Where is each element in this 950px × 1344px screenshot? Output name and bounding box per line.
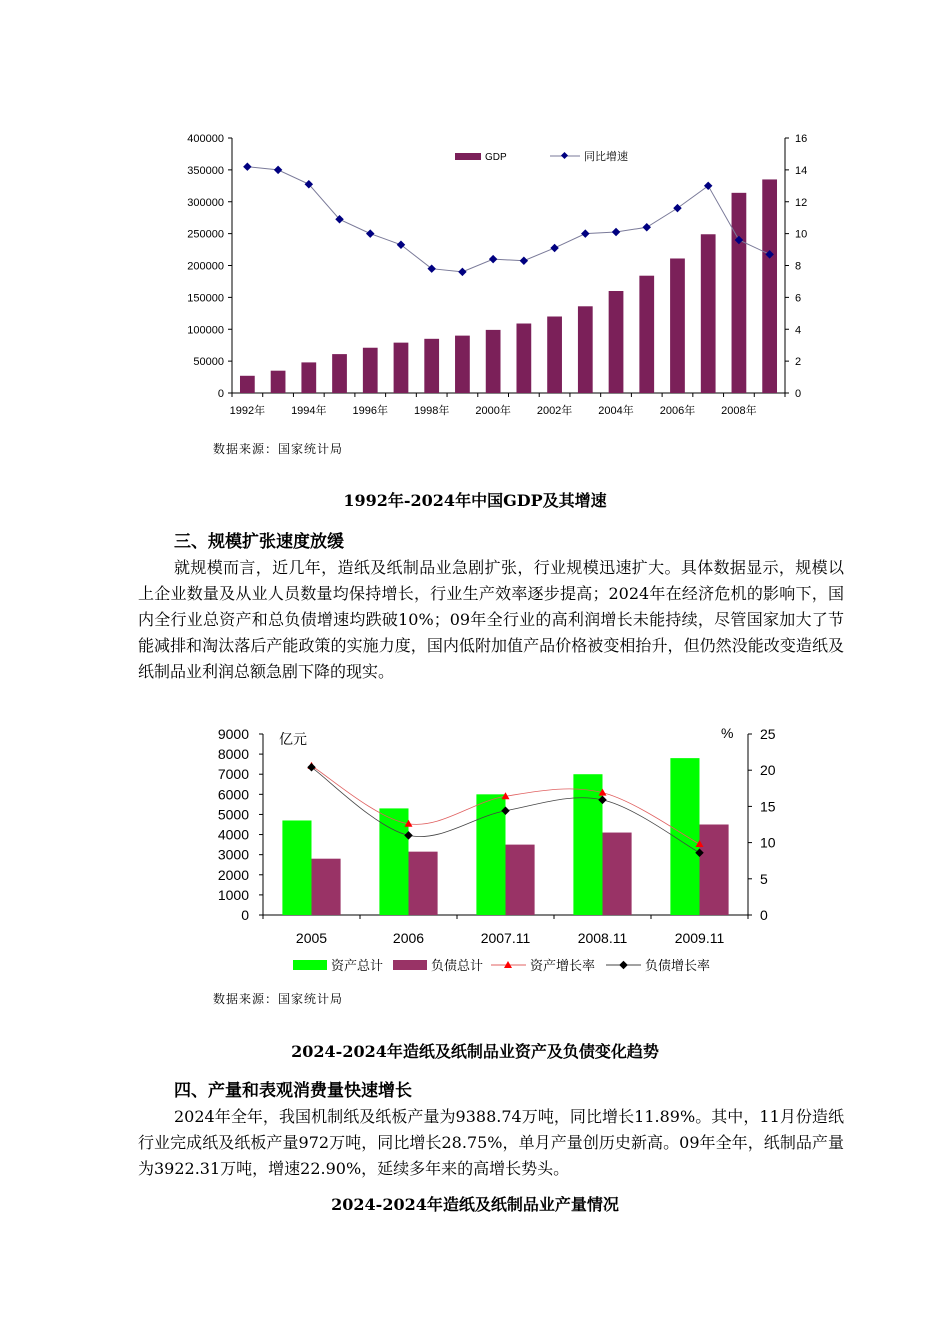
growth-point (243, 162, 251, 170)
growth-point (274, 166, 282, 174)
paragraph-text-4: 2024年全年，我国机制纸及纸板产量为9388.74万吨，同比增长11.89%。其中，11月份造纸行业完成纸及纸板产量972万吨，同比增长28.75%，单月产量创历史新高。09年全年，纸制品产量为3922.31万吨，增速22.90%，延续多年来的高增长势头。 (138, 1107, 844, 1178)
gdp-chart (0, 120, 950, 430)
assets-bar (573, 774, 602, 915)
growth-point (581, 229, 589, 237)
paragraph-text: 就规模而言，近几年，造纸及纸制品业急剧扩张，行业规模迅速扩大。具体数据显示，规模以上企业数量及从业人员数量均保持增长，行业生产效率逐步提高；2024年在经济危机的影响下，国内全行业总资产和总负债增速均跌破10%；09年全行业的高利润增长未能持续，尽管国家加大了节能减排和淘汰落后产能政策的实施力度，国内低附加值产品价格被变相抬升，但仍然没能改变造纸及纸制品业利润总额急剧下降的现实。 (138, 558, 844, 681)
x-tick-label: 2006 (392, 930, 425, 946)
growth-point (673, 204, 681, 212)
assets-bar (282, 820, 311, 915)
gdp-bar (271, 371, 286, 393)
gdp-bar (609, 291, 624, 393)
x-tick-label: 2008.11 (577, 930, 628, 946)
data-source-note-2: 数据来源：国家统计局 (213, 992, 344, 1006)
growth-point (550, 244, 558, 252)
left-tick-label: 50000 (193, 356, 224, 369)
legend-label-assets: 资产总计 (331, 958, 384, 973)
left-tick-label: 6000 (217, 786, 249, 803)
growth-line (247, 167, 769, 272)
x-tick-label: 2007.11 (480, 930, 531, 946)
assets-liabilities-chart (0, 720, 950, 985)
right-tick-label: 8 (795, 260, 802, 273)
gdp-bar (762, 179, 777, 393)
gdp-bar (639, 276, 654, 393)
section-paragraph-3 (138, 555, 844, 685)
section-heading-4: 四、产量和表观消费量快速增长 (174, 1081, 412, 1101)
x-tick-label: 2005 (295, 930, 328, 946)
right-tick-label: 10 (795, 228, 808, 241)
x-tick-label: 1992年 (229, 405, 266, 417)
growth-point (427, 264, 435, 272)
left-tick-label: 350000 (187, 164, 224, 177)
right-tick-label: 2 (795, 356, 802, 369)
left-tick-label: 0 (217, 388, 224, 400)
x-tick-label: 2004年 (598, 405, 634, 417)
assets-bar (476, 794, 505, 915)
right-axis-unit: % (721, 725, 734, 741)
left-tick-label: 0 (241, 907, 249, 923)
left-tick-label: 300000 (187, 196, 224, 209)
left-axis-unit: 亿元 (279, 731, 307, 747)
growth-point (366, 229, 374, 237)
gdp-bar (732, 193, 747, 393)
legend-marker-liability-growth (619, 961, 627, 969)
x-tick-label: 2006年 (659, 405, 696, 417)
left-tick-label: 8000 (217, 746, 249, 763)
growth-point (489, 255, 497, 263)
legend-label-liability-growth: 负债增长率 (645, 958, 711, 973)
x-tick-label: 2009.11 (674, 930, 725, 946)
right-tick-label: 0 (795, 388, 802, 400)
right-tick-label: 10 (760, 834, 776, 851)
left-tick-label: 7000 (217, 766, 249, 783)
gdp-bar (394, 343, 409, 393)
left-tick-label: 200000 (187, 260, 224, 273)
x-tick-label: 2000年 (475, 405, 511, 417)
right-tick-label: 4 (795, 324, 802, 337)
gdp-bar (240, 376, 255, 393)
right-tick-label: 14 (795, 164, 808, 177)
section-heading-3: 三、规模扩张速度放缓 (174, 532, 344, 552)
left-tick-label: 250000 (187, 228, 224, 241)
x-tick-label: 1998年 (413, 405, 450, 417)
growth-point (704, 182, 712, 190)
gdp-bar (455, 336, 470, 393)
liabilities-bar (603, 833, 632, 915)
growth-point (643, 223, 651, 231)
data-source-note: 数据来源：国家统计局 (213, 442, 344, 456)
growth-point (458, 268, 466, 276)
liabilities-bar (409, 852, 438, 915)
legend-swatch-liabilities (393, 960, 427, 970)
liabilities-bar (700, 825, 729, 916)
liabilities-bar (506, 845, 535, 915)
right-tick-label: 5 (760, 870, 768, 887)
left-tick-label: 3000 (217, 846, 249, 863)
gdp-bar (332, 354, 347, 393)
legend-swatch-gdp (455, 153, 481, 160)
growth-point (520, 256, 528, 264)
legend-label-asset-growth: 资产增长率 (530, 958, 596, 973)
legend-label-gdp: GDP (485, 152, 507, 163)
x-tick-label: 1996年 (352, 405, 388, 417)
left-tick-label: 100000 (187, 324, 224, 337)
x-tick-label: 2002年 (536, 405, 573, 417)
right-tick-label: 6 (795, 292, 802, 305)
figure-caption-output: 2024-2024年造纸及纸制品业产量情况 (331, 1195, 619, 1214)
left-tick-label: 4000 (217, 826, 249, 843)
gdp-bar (701, 234, 716, 393)
legend-label-growth: 同比增速 (584, 151, 628, 163)
left-tick-label: 1000 (217, 886, 249, 903)
legend-label-liabilities: 负债总计 (431, 958, 484, 973)
figure-caption-assets: 2024-2024年造纸及纸制品业资产及负债变化趋势 (291, 1042, 659, 1061)
gdp-bar (547, 317, 562, 394)
right-tick-label: 16 (795, 133, 808, 145)
legend-marker-growth (561, 152, 568, 159)
gdp-bar (301, 362, 316, 393)
gdp-bar (516, 324, 531, 393)
gdp-bar (670, 258, 685, 393)
right-tick-label: 15 (760, 798, 776, 815)
legend-swatch-assets (293, 960, 327, 970)
gdp-bar (424, 339, 439, 393)
left-tick-label: 5000 (217, 806, 249, 823)
liability-growth-point (307, 763, 315, 771)
right-tick-label: 25 (760, 726, 776, 742)
left-tick-label: 400000 (187, 133, 224, 145)
x-tick-label: 1994年 (291, 405, 327, 417)
liabilities-bar (312, 859, 341, 915)
growth-point (612, 228, 620, 236)
left-tick-label: 9000 (217, 726, 249, 742)
gdp-bar (486, 330, 501, 393)
figure-caption-gdp: 1992年-2024年中国GDP及其增速 (343, 491, 607, 510)
right-tick-label: 12 (795, 196, 808, 209)
growth-point (397, 241, 405, 249)
gdp-bar (363, 348, 378, 393)
right-tick-label: 20 (760, 762, 776, 779)
left-tick-label: 2000 (217, 866, 249, 883)
section-paragraph-4 (138, 1104, 844, 1182)
right-tick-label: 0 (760, 907, 768, 923)
x-tick-label: 2008年 (721, 405, 757, 417)
gdp-bar (578, 306, 593, 393)
left-tick-label: 150000 (187, 292, 224, 305)
